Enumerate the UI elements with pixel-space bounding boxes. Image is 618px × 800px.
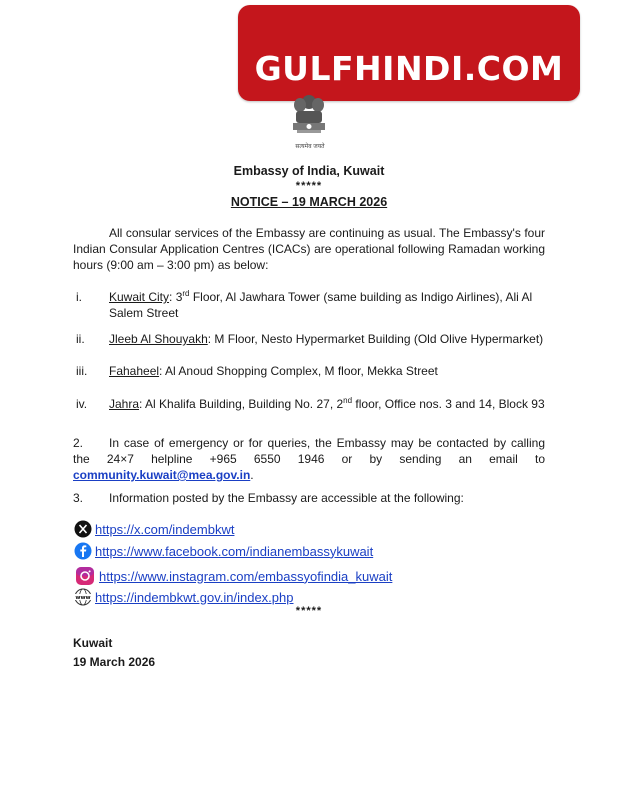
list-body [109,331,546,347]
centre-pre: : 3 [169,290,183,304]
list-number: i. [76,290,82,304]
centre-name: Jahra [109,397,140,411]
emergency-paragraph [73,435,545,483]
emblem-caption: सत्यमेव जयते [295,144,325,150]
closing-stars: ***** [295,605,323,617]
intro-paragraph: All consular services of the Embassy are continuing as usual. The Embassy's four Indian Consular Application Centres (ICACs) are operational following Ramadan working hours (9:00 am – 3:00 pm) as below: [73,226,545,272]
social-row-website [73,588,294,606]
banner-text: GULFHINDI.COM [254,48,564,88]
email-link[interactable]: community.kuwait@mea.gov.in [73,468,251,482]
instagram-icon [73,565,97,587]
centre-name: Jleeb Al Shouyakh [109,332,208,346]
social-row-instagram [73,565,392,587]
globe-www-icon [73,588,93,606]
centre-name: Fahaheel [109,364,160,378]
centre-pre: : Al Anoud Shopping Complex, M floor, Mekka Street [159,364,438,378]
info-paragraph [73,490,545,506]
social-row-x [73,520,234,538]
social-row-facebook [73,542,373,560]
header-stars: ***** [295,180,323,192]
list-number: iii. [76,364,88,378]
centre-pre: : M Floor, Nesto Hypermarket Building (Old Olive Hypermarket) [207,332,544,346]
www-label: www [75,595,91,601]
paragraph-number: 2. [73,436,84,450]
list-number: ii. [76,332,85,346]
website-link[interactable]: https://indembkwt.gov.in/index.php [95,589,294,605]
notice-heading: NOTICE – 19 MARCH 2026 [230,195,388,209]
list-item [76,289,546,321]
footer-place: Kuwait [73,636,113,650]
info-text: Information posted by the Embassy are accessible at the following: [109,491,464,505]
centre-post: floor, Office nos. 3 and 14, Block 93 [352,397,545,411]
centre-sup: nd [343,396,353,405]
list-body [109,289,546,321]
facebook-icon [73,542,93,560]
centre-post: Floor, Al Jawhara Tower (same building as Indigo Airlines), Ali Al Salem Street [109,290,533,320]
centre-name: Kuwait City [109,290,170,304]
embassy-title: Embassy of India, Kuwait [233,164,385,178]
list-body [109,396,546,412]
emergency-text: In case of emergency or for queries, the Embassy may be contacted by calling the 24×7 helpline +965 6550 1946 or by sending an email to [73,436,545,466]
paragraph-number: 3. [73,491,84,505]
watermark-banner [238,5,580,101]
instagram-link[interactable]: https://www.instagram.com/embassyofindia_kuwait [99,568,393,584]
list-body [109,363,546,379]
list-item [76,396,546,412]
footer-date: 19 March 2026 [73,655,156,669]
facebook-link[interactable]: https://www.facebook.com/indianembassykuwait [95,543,374,559]
centre-pre: : Al Khalifa Building, Building No. 27, 2 [139,397,344,411]
x-link[interactable]: https://x.com/indembkwt [95,521,235,537]
list-item [76,331,546,347]
x-icon [73,520,93,538]
list-number: iv. [76,397,88,411]
list-item [76,363,546,379]
centre-sup: rd [182,289,190,298]
emergency-end: . [250,468,254,482]
